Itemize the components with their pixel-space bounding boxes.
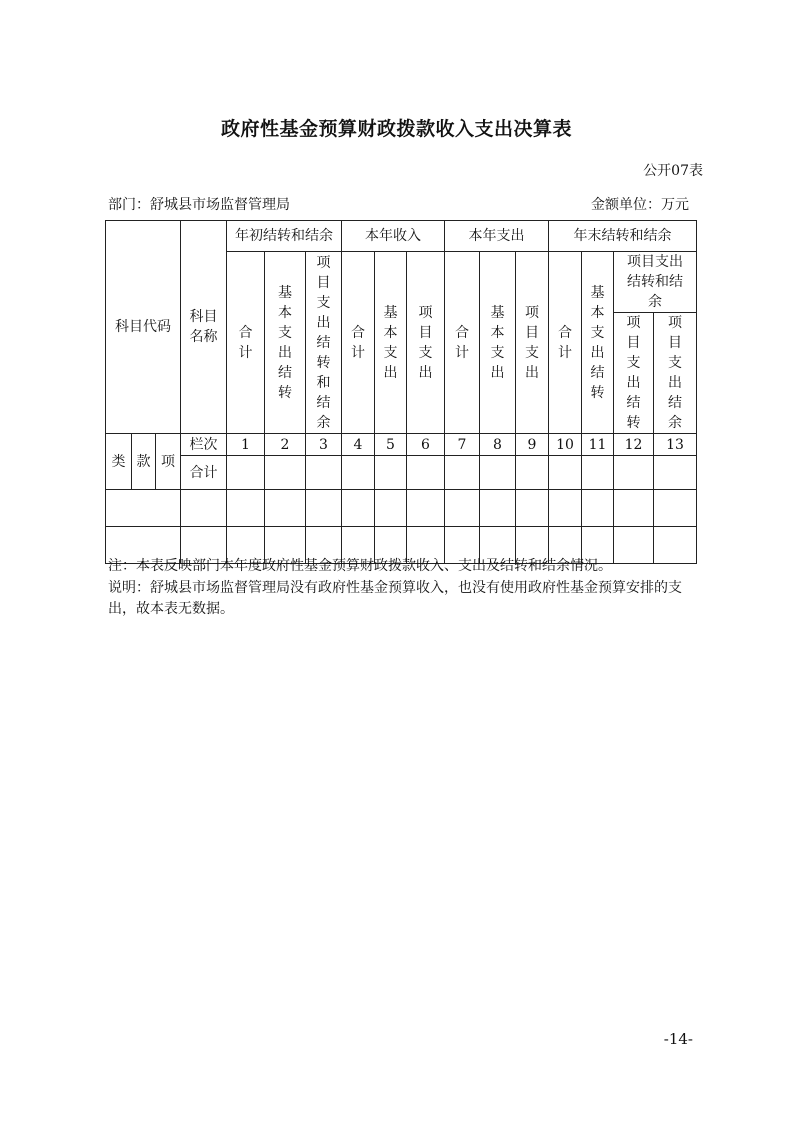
table-cell — [480, 490, 516, 527]
class-label-lei: 类 — [106, 434, 132, 490]
table-note: 注：本表反映部门本年度政府性基金预算财政拨款收入、支出及结转和结余情况。 — [108, 558, 612, 574]
column-number: 5 — [375, 434, 407, 456]
opening-project-carry-header: 项目支出结转和结余 — [306, 252, 342, 434]
table-cell — [516, 456, 549, 490]
subject-code-header: 科目代码 — [106, 221, 181, 434]
table-cell — [342, 456, 375, 490]
table-cell — [445, 490, 480, 527]
table-cell — [265, 456, 306, 490]
column-number: 6 — [407, 434, 445, 456]
table-cell — [654, 456, 697, 490]
column-number: 4 — [342, 434, 375, 456]
opening-total-header: 合计 — [227, 252, 265, 434]
table-cell — [265, 490, 306, 527]
total-row-label: 合计 — [181, 456, 227, 490]
expense-project-header: 项目支出 — [516, 252, 549, 434]
class-label-xiang: 项 — [156, 434, 181, 490]
unit-label: 金额单位：万元 — [591, 197, 689, 213]
column-number: 1 — [227, 434, 265, 456]
table-cell — [480, 456, 516, 490]
class-label-kuan: 款 — [132, 434, 156, 490]
table-cell — [181, 490, 227, 527]
table-cell — [582, 456, 614, 490]
column-number: 9 — [516, 434, 549, 456]
table-explanation: 说明：舒城县市场监督管理局没有政府性基金预算收入，也没有使用政府性基金预算安排的支出，故本表无数据。 — [108, 580, 682, 617]
table-cell — [614, 527, 654, 564]
table-cell — [306, 456, 342, 490]
table-cell — [582, 490, 614, 527]
table-cell — [516, 490, 549, 527]
closing-project-balance-header: 项目支出结余 — [654, 313, 697, 434]
table-cell — [407, 456, 445, 490]
opening-basic-carry-header: 基本支出结转 — [265, 252, 306, 434]
closing-project-header: 项目支出结转和结余 — [614, 252, 697, 313]
closing-basic-carry-header: 基本支出结转 — [582, 252, 614, 434]
opening-balance-header: 年初结转和结余 — [227, 221, 342, 252]
table-cell — [654, 527, 697, 564]
table-cell — [549, 490, 582, 527]
expense-basic-header: 基本支出 — [480, 252, 516, 434]
table-cell — [614, 456, 654, 490]
column-number: 8 — [480, 434, 516, 456]
column-number: 13 — [654, 434, 697, 456]
table-cell — [445, 456, 480, 490]
table-cell — [614, 490, 654, 527]
expense-header: 本年支出 — [445, 221, 549, 252]
closing-project-carry-header: 项目支出结转 — [614, 313, 654, 434]
column-number: 11 — [582, 434, 614, 456]
table-cell — [375, 456, 407, 490]
row-number-label: 栏次 — [181, 434, 227, 456]
table-cell — [654, 490, 697, 527]
income-basic-header: 基本支出 — [375, 252, 407, 434]
closing-balance-header: 年末结转和结余 — [549, 221, 697, 252]
table-cell — [342, 490, 375, 527]
closing-total-header: 合计 — [549, 252, 582, 434]
table-cell — [306, 490, 342, 527]
column-number: 10 — [549, 434, 582, 456]
table-cell — [106, 490, 181, 527]
income-total-header: 合计 — [342, 252, 375, 434]
subject-name-header: 科目名称 — [181, 221, 227, 434]
budget-table — [105, 220, 697, 564]
column-number: 3 — [306, 434, 342, 456]
income-project-header: 项目支出 — [407, 252, 445, 434]
column-number: 7 — [445, 434, 480, 456]
table-cell — [227, 490, 265, 527]
column-number: 2 — [265, 434, 306, 456]
table-cell — [375, 490, 407, 527]
income-header: 本年收入 — [342, 221, 445, 252]
department-label: 部门：舒城县市场监督管理局 — [108, 197, 290, 213]
form-number: 公开07表 — [643, 163, 703, 179]
table-cell — [227, 456, 265, 490]
table-cell — [549, 456, 582, 490]
table-cell — [407, 490, 445, 527]
expense-total-header: 合计 — [445, 252, 480, 434]
page-number: -14- — [663, 1030, 693, 1048]
column-number: 12 — [614, 434, 654, 456]
page-title: 政府性基金预算财政拨款收入支出决算表 — [220, 118, 572, 140]
